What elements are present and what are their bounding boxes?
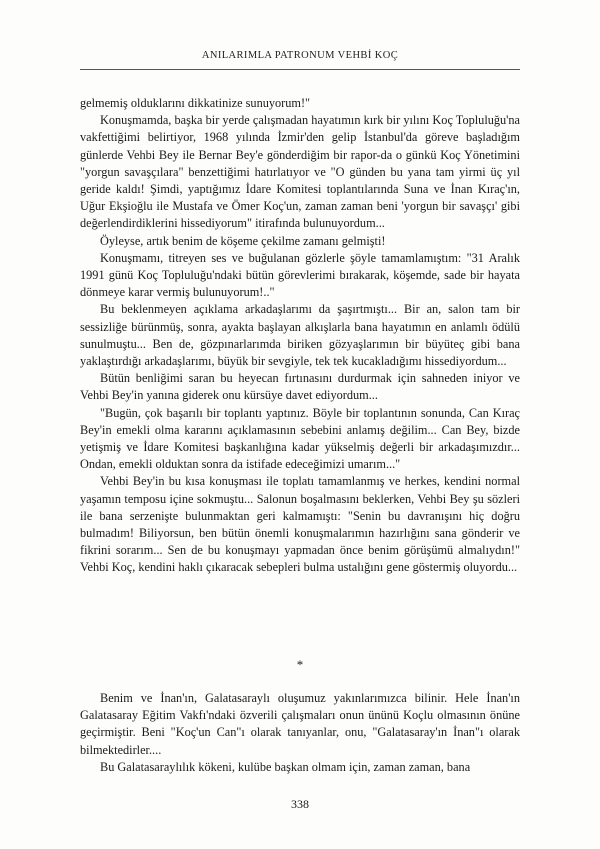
paragraph: Konuşmamda, başka bir yerde çalışmadan hayatımın kırk bir yılını Koç Topluluğu'na vakfettiğimi belirtiyor, 1968 yılında İzmir'den gelip İstanbul'da göreve başladığım günlerde Vehbi Bey ile Bernar Bey'e gönderdiğim bir rapor-da o günkü Koç Yönetimini "yorgun savaşçılara" benzettiğimi hatırlatıyor ve "O günden bu yana tam yirmi üç yıl geride kaldı! Şimdi, yaptığımız İdare Komitesi toplantılarında Suna ve İnan Kıraç'ın, Uğur Ekşioğlu ile Mustafa ve Ömer Koç'un, zaman zaman beni 'yorgun bir savaşçı' gibi değerlendirdiklerini hissediyorum" itirafında bulunuyordum... — [80, 113, 520, 231]
main-text-continued — [80, 690, 520, 776]
page-number: 338 — [291, 797, 309, 811]
paragraph: Bu Galatasaraylılık kökeni, kulübe başkan olmam için, zaman zaman, bana — [100, 759, 471, 774]
main-text — [80, 95, 520, 577]
running-head: ANILARIMLA PATRONUM VEHBİ KOÇ — [201, 50, 399, 61]
paragraph: Vehbi Bey'in bu kısa konuşması ile toplatı tamamlanmış ve herkes, kendini normal yaşamın temposu içine sokmuştu... Salonun boşalmasını beklerken, Vehbi Bey şu sözleri ile bana serzenişte bulunmaktan geri kalmamıştı: "Senin bu davranışını hiç doğru bulmadım! Biliyorsun, ben bütün önemli konuşmalarımın hazırlığını sana gönderir ve fikrini sorarım... Sen de bu konuşmayı yapmadan önce benim görüşümü almalıydın!" Vehbi Koç, kendini haklı çıkaracak sebepleri bulma ustalığını gene göstermiş oluyordu... — [80, 474, 520, 575]
paragraph-continuation: gelmemiş olduklarını dikkatinize sunuyorum!" — [80, 96, 311, 110]
paragraph: Bu beklenmeyen açıklama arkadaşlarımı da şaşırtmıştı... Bir an, salon tam bir sessizliğe bürünmüş, sonra, ayakta başlayan alkışlarla bana hayatımın en anlamlı ödülü sunulmuştu... Ben de, gözpınarlarımda biriken gözyaşlarımın bir büyüteç gibi bana yaklaştırdığı arkadaşlarımı, büyük bir sevgiyle, tek tek kucakladığımı hissediyordum... — [80, 302, 520, 369]
paragraph: Bütün benliğimi saran bu heyecan fırtınasını durdurmak için sahneden iniyor ve Vehbi Bey'in yanına giderek onu kürsüye davet ediyordum... — [80, 371, 520, 403]
paragraph: Öyleyse, artık benim de köşeme çekilme zamanı gelmişti! — [100, 233, 386, 248]
header-rule — [80, 69, 520, 70]
paragraph-quote: "Bugün, çok başarılı bir toplantı yaptınız. Böyle bir toplantının sonunda, Can Kıraç Bey'in emekli olma kararını açıklamasının sebebini anlamış değilim... Can Bey, bizde yetişmiş ve İdare Komitesi başkanlığına kadar yükselmiş değerli bir arkadaşımızdır... Ondan, emekli olduktan sonra da istifade edeceğimizi umarım..." — [80, 405, 520, 472]
paragraph: Benim ve İnan'ın, Galatasaraylı oluşumuz yakınlarımızca bilinir. Hele İnan'ın Galatasaray Eğitim Vakfı'ndaki özverili çalışmaları onun ününü Koçlu olmasının önüne geçirmiştir. Beni "Koç'un Can"ı olarak tanıyanlar, onu, "Galatasaray'ın İnan"ı olarak bilmektedirler.... — [80, 691, 520, 757]
paragraph: Konuşmamı, titreyen ses ve buğulanan gözlerle şöyle tamamlamıştım: "31 Aralık 1991 günü Koç Topluluğu'ndaki bütün görevlerimi bırakarak, köşemde, sade bir hayata dönmeye karar vermiş bulunuyorum!.." — [80, 250, 520, 300]
section-separator: * — [296, 657, 304, 672]
